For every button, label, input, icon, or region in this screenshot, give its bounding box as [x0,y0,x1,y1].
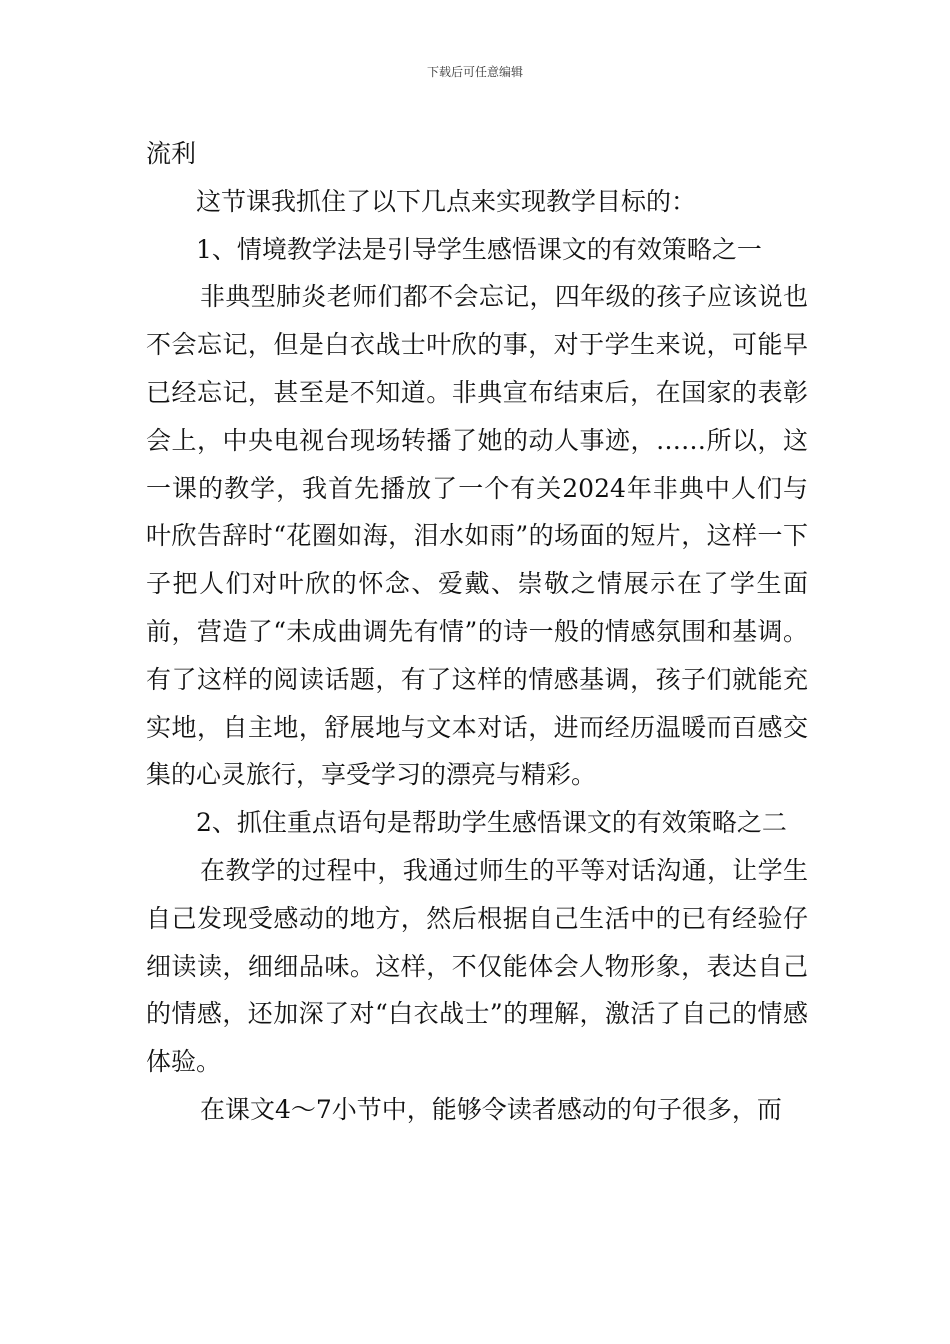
paragraph-continuation: 流利 [146,139,197,168]
paragraph-body: 在教学的过程中，我通过师生的平等对话沟通，让学生自己发现受感动的地方，然后根据自己生活中的已有经验仔细读读，细细品味。这样，不仅能体会人物形象，表达自己的情感，还加深了对“白衣战士”的理解，激活了自己的情感体验。 [146,855,808,1077]
section-heading-1: 1、情境教学法是引导学生感悟课文的有效策略之一 [196,234,762,264]
paragraph-body: 非典型肺炎老师们都不会忘记，四年级的孩子应该说也不会忘记，但是白衣战士叶欣的事，对于学生来说，可能早已经忘记，甚至是不知道。非典宣布结束后，在国家的表彰会上，中央电视台现场转播了她的动人事迹，……所以，这一课的教学，我首先播放了一个有关2024年非典中人们与叶欣告辞时“花圈如海，泪水如雨”的场面的短片，这样一下子把人们对叶欣的怀念、爱戴、崇敬之情展示在了学生面前，营造了“未成曲调先有情”的诗一般的情感氛围和基调。有了这样的阅读话题，有了这样的情感基调，孩子们就能充实地，自主地，舒展地与文本对话，进而经历温暖而百感交集的心灵旅行，享受学习的漂亮与精彩。 [146,282,808,790]
paragraph-body: 在课文4～7小节中，能够令读者感动的句子很多，而 [200,1094,782,1124]
section-heading-2: 2、抓住重点语句是帮助学生感悟课文的有效策略之二 [196,808,787,838]
page-header: 下载后可任意编辑 [426,65,523,79]
paragraph-intro: 这节课我抓住了以下几点来实现教学目标的： [196,186,697,216]
document-body [146,130,808,1134]
